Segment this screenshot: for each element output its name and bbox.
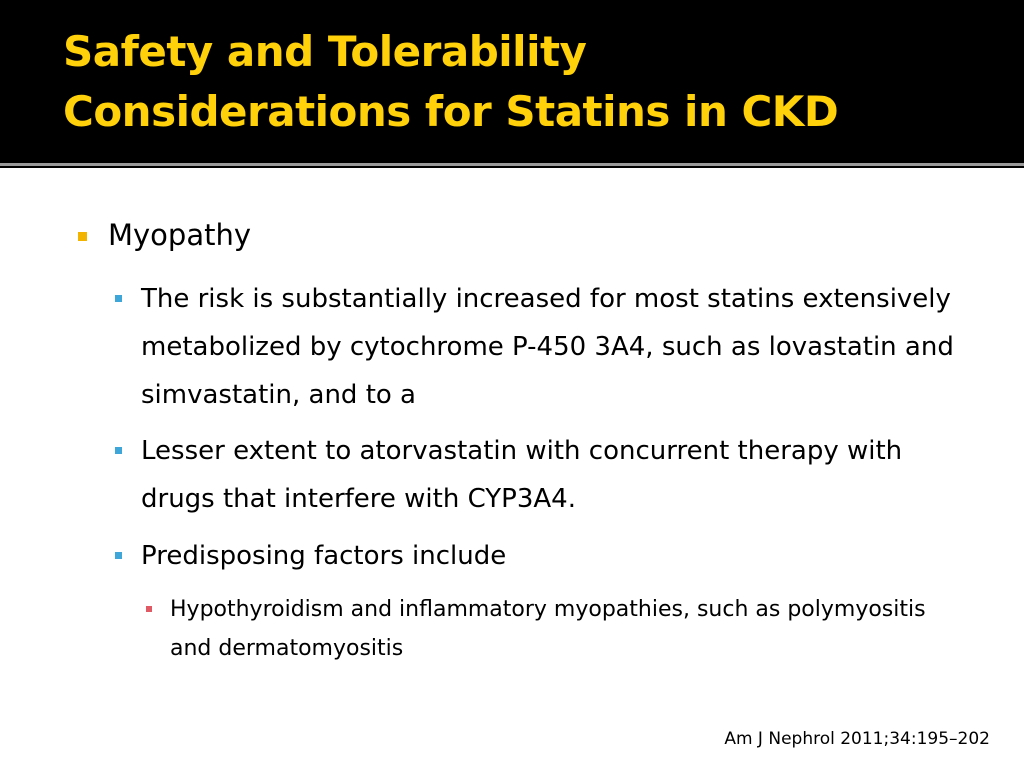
bullet-text: Myopathy bbox=[108, 218, 252, 252]
bullet-text: Lesser extent to atorvastatin with concurrent therapy with drugs that interfere with CYP3A4. bbox=[141, 436, 903, 514]
square-bullet-icon bbox=[115, 447, 122, 454]
title-line-2: Considerations for Statins in CKD bbox=[63, 87, 839, 136]
square-bullet-icon bbox=[146, 606, 152, 612]
title-band bbox=[0, 0, 1024, 160]
bullet-text: Hypothyroidism and inflammatory myopathies, such as polymyositis and dermatomyositis bbox=[170, 597, 926, 661]
bullet-text: The risk is substantially increased for most statins extensively metabolized by cytochrome P-450 3A4, such as lovastatin and simvastatin, and to a bbox=[141, 284, 954, 410]
citation: Am J Nephrol 2011;34:195–202 bbox=[724, 729, 990, 749]
sub-sub-bullet-hypothyroidism bbox=[170, 590, 970, 668]
square-bullet-icon bbox=[115, 295, 122, 302]
title-line-1: Safety and Tolerability bbox=[63, 27, 587, 76]
bullet-text: Predisposing factors include bbox=[141, 541, 507, 571]
square-bullet-icon bbox=[115, 552, 122, 559]
bullet-myopathy bbox=[108, 215, 251, 255]
sub-bullet-atorvastatin bbox=[141, 427, 981, 523]
sub-bullet-predisposing bbox=[141, 532, 981, 580]
title-divider bbox=[0, 163, 1024, 166]
slide-title bbox=[63, 22, 1003, 142]
sub-bullet-risk bbox=[141, 275, 981, 419]
square-bullet-icon bbox=[78, 232, 87, 241]
